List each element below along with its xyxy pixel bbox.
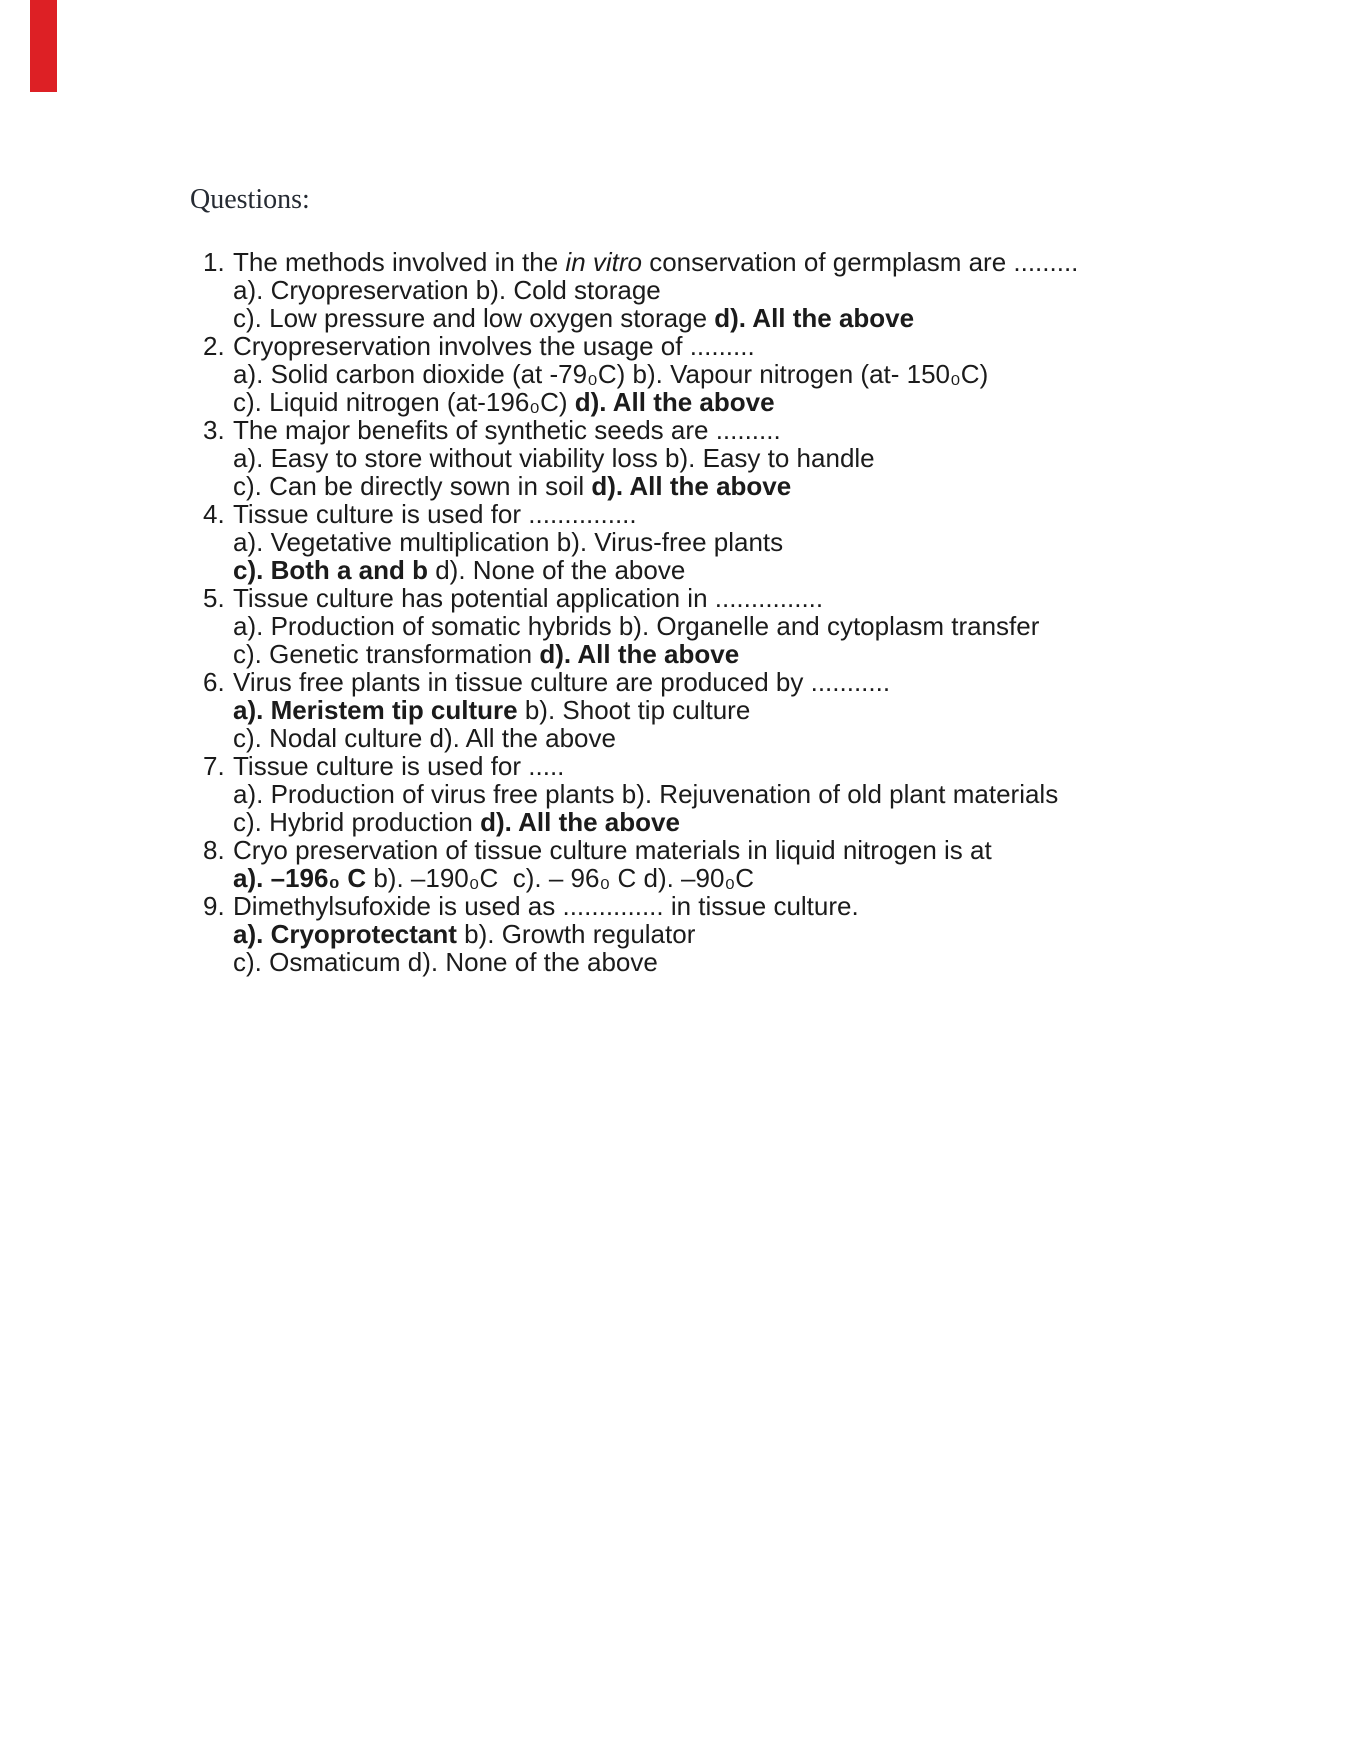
- text-segment: The methods involved in the: [233, 247, 566, 277]
- text-segment: c). Osmaticum d). None of the above: [233, 947, 658, 977]
- option-line: [233, 360, 1268, 388]
- question-number: 5.: [203, 583, 225, 613]
- question-text-line: [233, 584, 1268, 612]
- question-item: [203, 416, 1268, 500]
- text-segment: Virus free plants in tissue culture are produced by ...........: [233, 667, 891, 697]
- question-number: 9.: [203, 891, 225, 921]
- question-number: 7.: [203, 751, 225, 781]
- question-text-line: [233, 248, 1268, 276]
- question-body: [233, 248, 1268, 332]
- text-segment: a). Production of virus free plants b). Rejuvenation of old plant materials: [233, 779, 1059, 809]
- answer-highlight: a). Cryoprotectant: [233, 919, 457, 949]
- question-body: [233, 332, 1268, 416]
- red-ribbon-marker: [30, 0, 57, 92]
- answer-highlight: d). All the above: [591, 471, 792, 501]
- question-number: 8.: [203, 835, 225, 865]
- questions-list: [203, 248, 1268, 976]
- text-segment: a). Solid carbon dioxide (at -79₀C) b). Vapour nitrogen (at- 150₀C): [233, 359, 989, 389]
- text-segment: a). Cryopreservation b). Cold storage: [233, 275, 661, 305]
- option-line: [233, 556, 1268, 584]
- option-line: [233, 808, 1268, 836]
- option-line: [233, 920, 1268, 948]
- question-text-line: [233, 668, 1268, 696]
- option-line: [233, 724, 1268, 752]
- text-segment: Tissue culture is used for .....: [233, 751, 565, 781]
- option-line: [233, 612, 1268, 640]
- question-body: [233, 752, 1268, 836]
- question-number: 1.: [203, 247, 225, 277]
- option-line: [233, 388, 1268, 416]
- option-line: [233, 276, 1268, 304]
- text-segment: Dimethylsufoxide is used as .............. in tissue culture.: [233, 891, 859, 921]
- italic-term: in vitro: [565, 247, 642, 277]
- text-segment: c). Liquid nitrogen (at-196₀C): [233, 387, 575, 417]
- question-text-line: [233, 836, 1268, 864]
- option-line: [233, 304, 1268, 332]
- text-segment: Cryopreservation involves the usage of .........: [233, 331, 755, 361]
- text-segment: d). None of the above: [428, 555, 686, 585]
- text-segment: c). Low pressure and low oxygen storage: [233, 303, 715, 333]
- question-item: [203, 248, 1268, 332]
- option-line: [233, 528, 1268, 556]
- question-number: 2.: [203, 331, 225, 361]
- option-line: [233, 864, 1268, 892]
- answer-highlight: a). Meristem tip culture: [233, 695, 518, 725]
- page-title: Questions:: [190, 184, 310, 215]
- question-text-line: [233, 416, 1268, 444]
- text-segment: Tissue culture is used for ...............: [233, 499, 637, 529]
- question-body: [233, 416, 1268, 500]
- text-segment: b). –190₀C c). – 96₀ C d). –90₀C: [366, 863, 755, 893]
- option-line: [233, 640, 1268, 668]
- text-segment: c). Nodal culture d). All the above: [233, 723, 616, 753]
- text-segment: a). Production of somatic hybrids b). Organelle and cytoplasm transfer: [233, 611, 1040, 641]
- question-item: [203, 584, 1268, 668]
- text-segment: Tissue culture has potential application in ...............: [233, 583, 824, 613]
- question-item: [203, 332, 1268, 416]
- question-body: [233, 836, 1268, 892]
- text-segment: The major benefits of synthetic seeds are .........: [233, 415, 781, 445]
- answer-highlight: a). –196₀ C: [233, 863, 367, 893]
- question-body: [233, 668, 1268, 752]
- question-text-line: [233, 500, 1268, 528]
- text-segment: conservation of germplasm are .........: [642, 247, 1079, 277]
- question-item: [203, 668, 1268, 752]
- text-segment: Cryo preservation of tissue culture materials in liquid nitrogen is at: [233, 835, 992, 865]
- question-body: [233, 892, 1268, 976]
- text-segment: c). Genetic transformation: [233, 639, 540, 669]
- question-item: [203, 836, 1268, 892]
- answer-highlight: d). All the above: [480, 807, 680, 837]
- option-line: [233, 472, 1268, 500]
- question-number: 4.: [203, 499, 225, 529]
- text-segment: c). Can be directly sown in soil: [233, 471, 592, 501]
- text-segment: a). Vegetative multiplication b). Virus-free plants: [233, 527, 784, 557]
- option-line: [233, 696, 1268, 724]
- answer-highlight: d). All the above: [714, 303, 915, 333]
- option-line: [233, 948, 1268, 976]
- question-text-line: [233, 332, 1268, 360]
- question-body: [233, 500, 1268, 584]
- answer-highlight: c). Both a and b: [233, 555, 428, 585]
- answer-highlight: d). All the above: [539, 639, 740, 669]
- text-segment: a). Easy to store without viability loss b). Easy to handle: [233, 443, 875, 473]
- question-text-line: [233, 752, 1268, 780]
- text-segment: c). Hybrid production: [233, 807, 481, 837]
- question-number: 3.: [203, 415, 225, 445]
- text-segment: b). Shoot tip culture: [517, 695, 751, 725]
- answer-highlight: d). All the above: [574, 387, 775, 417]
- question-item: [203, 892, 1268, 976]
- text-segment: b). Growth regulator: [456, 919, 696, 949]
- option-line: [233, 780, 1268, 808]
- question-text-line: [233, 892, 1268, 920]
- question-item: [203, 500, 1268, 584]
- question-body: [233, 584, 1268, 668]
- question-number: 6.: [203, 667, 225, 697]
- question-item: [203, 752, 1268, 836]
- option-line: [233, 444, 1268, 472]
